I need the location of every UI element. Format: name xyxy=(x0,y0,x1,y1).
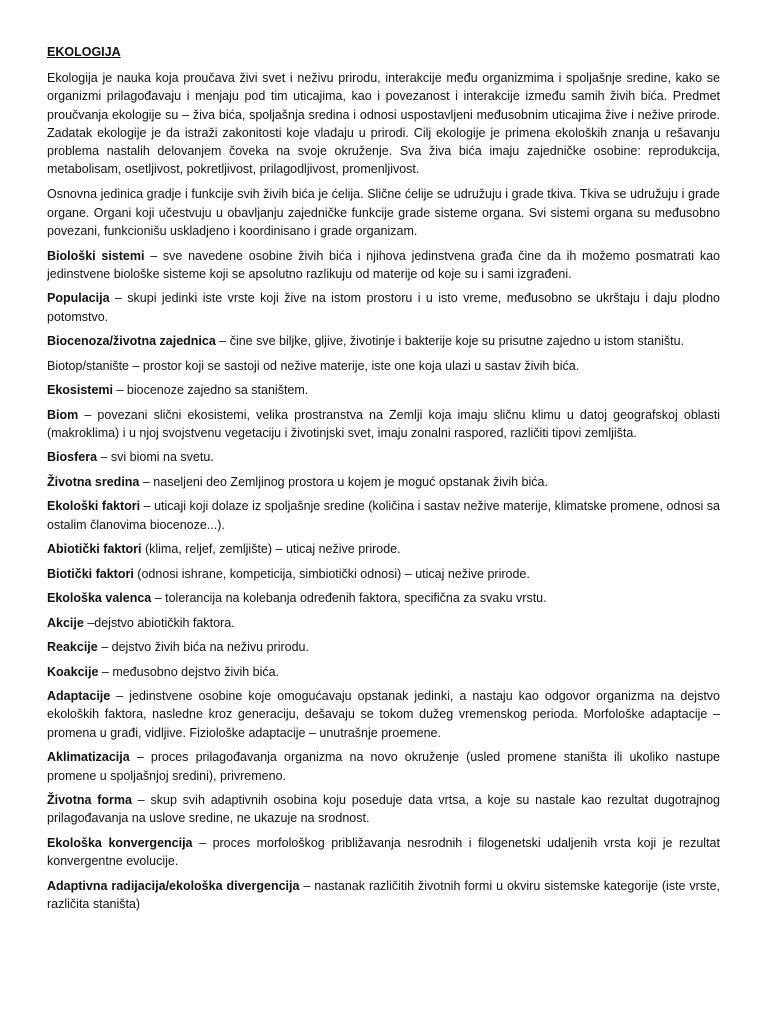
definition-term: Biosfera xyxy=(47,450,98,465)
definition-text: – nastanak različitih životnih formi u okviru sistemske kategorije (iste vrste, različita staništa) xyxy=(47,878,720,911)
definition-term: Biološki sistemi xyxy=(47,248,145,263)
definition-text: Biotop/stanište – prostor koji se sastoji od nežive materije, iste one koja ulazi u sastav živih bića. xyxy=(47,358,580,373)
definition-text: – sve navedene osobine živih bića i njihova jedinstvena građa čine da ih možemo posmatrati kao jedinstvene biološke sisteme koji se apsolutno razlikuju od materije od koje su i sami izgrađeni. xyxy=(47,248,720,281)
definition-text: – proces prilagođavanja organizma na novo okruženje (usled promene staništa ili ukoliko nastupe promene u spoljašnjoj sredini), privremeno. xyxy=(47,750,720,783)
definition-text: –dejstvo abiotičkih faktora. xyxy=(83,615,235,630)
definition-paragraph xyxy=(47,877,720,914)
definition-text: – jedinstvene osobine koje omogućavaju opstanak jedinki, a nastaju kao odgovor organizma na dejstvo ekoloških faktora, nasledne kroz generaciju, dešavaju se tokom dužeg vremenskog perioda. Morfološke adaptacije – promena u građi, vidljive. Fiziološke adaptacije – unutrašnje proemene. xyxy=(47,689,720,740)
definition-term: Koakcije xyxy=(47,664,99,679)
definition-text: – skup svih adaptivnih osobina koju poseduje data vrtsa, a koje su nastale kao rezultat dugotrajnog prilagođavanja na uslove sredine, ne ukazuje na srodnost. xyxy=(47,792,720,826)
definition-paragraph xyxy=(47,289,720,326)
definition-paragraph xyxy=(47,332,720,350)
definition-paragraph xyxy=(47,638,720,656)
definition-paragraph xyxy=(47,247,720,284)
definition-text: – tolerancija na kolebanja određenih faktora, specifična za svaku vrstu. xyxy=(151,591,547,606)
definition-text: – naseljeni deo Zemljinog prostora u kojem je moguć opstanak živih bića. xyxy=(139,474,548,489)
definition-text: – proces morfološkog približavanja nesrodnih i filogenetski udaljenih vrsta koji je rezultat konvergentne evolucije. xyxy=(47,835,720,869)
definition-term: Biom xyxy=(47,407,79,422)
definition-term: Adaptacije xyxy=(47,689,111,704)
definition-term: Ekološki faktori xyxy=(47,499,141,514)
definition-text: – dejstvo živih bića na neživu prirodu. xyxy=(97,640,309,655)
definition-paragraph xyxy=(47,565,720,583)
definition-term: Aklimatizacija xyxy=(47,750,130,765)
definition-term: Biotički faktori xyxy=(47,566,134,581)
definition-paragraph xyxy=(47,381,720,399)
definition-term: Ekosistemi xyxy=(47,383,114,398)
definition-text: (odnosi ishrane, kompeticija, simbiotički odnosi) – uticaj nežive prirode. xyxy=(133,566,530,581)
definition-paragraph xyxy=(47,406,720,443)
definition-term: Životna sredina xyxy=(47,474,140,489)
definition-text: – biocenoze zajedno sa staništem. xyxy=(113,383,309,398)
definition-paragraph xyxy=(47,497,720,534)
definition-paragraph xyxy=(47,663,720,681)
definition-paragraph xyxy=(47,687,720,742)
definition-term: Ekološka konvergencija xyxy=(47,835,193,850)
definition-paragraph xyxy=(47,357,720,375)
definition-paragraph xyxy=(47,614,720,632)
definition-text: – svi biomi na svetu. xyxy=(97,450,214,465)
definition-term: Reakcije xyxy=(47,640,98,655)
definition-paragraph xyxy=(47,791,720,828)
definition-text: – skupi jedinki iste vrste koji žive na istom prostoru i u isto vreme, međusobno se ukrštaju i daju plodno potomstvo. xyxy=(47,291,720,324)
definition-text: – povezani slični ekosistemi, velika prostranstva na Zemlji koja imaju sličnu klimu u datoj geografskoj oblasti (makroklima) i u njoj svojstvenu vegetaciju i životinjski svet, imaju zonalni raspored, različiti tipovi zemljišta. xyxy=(47,407,720,440)
definition-text: (klima, reljef, zemljište) – uticaj nežive prirode. xyxy=(141,542,401,557)
definition-term: Abiotički faktori xyxy=(47,542,142,557)
definition-paragraph xyxy=(47,473,720,491)
document-title: EKOLOGIJA xyxy=(47,45,121,59)
definition-paragraph xyxy=(47,748,720,785)
intro-paragraph: Ekologija je nauka koja proučava živi svet i neživu prirodu, interakcije među organizmima i spoljašnje sredine, kako se organizmi prilagođavaju i menjaju pod tim uticajima, kao i povezanost i interakcije između samih živih bića. Predmet proučvanja ekologije su – živa bića, spoljašnja sredina i odnosi uspostavljeni međusobnim uticajima žive i nežive prirode. Zadatak ekologije je da istraži zakonitosti koje vladaju u prirodi. Cilj ekologije je primena ekoloških znanja u rešavanju problema nastalih delovanjem čoveka na svoje okruženje. Sva živa bića imaju zajedničke osobine: reprodukcija, metabolisam, osetljivost, pokretljivost, prilagodljivost, promenljivost. xyxy=(47,71,720,177)
definition-term: Biocenoza/životna zajednica xyxy=(47,334,216,349)
definition-term: Ekološka valenca xyxy=(47,591,152,606)
definition-text: – uticaji koji dolaze iz spoljašnje sredine (količina i sastav nežive materije, klimatske promene, odnosi sa ostalim članovima biocenoze...). xyxy=(47,499,721,532)
definition-term: Akcije xyxy=(47,615,84,630)
definition-paragraph xyxy=(47,540,720,558)
definition-paragraph xyxy=(47,589,720,607)
definition-paragraph xyxy=(47,834,720,871)
definition-term: Životna forma xyxy=(47,792,132,807)
definition-text: – čine sve biljke, gljive, životinje i bakterije koje su prisutne zajedno u istom staništu. xyxy=(215,334,685,349)
intro-paragraph: Osnovna jedinica gradje i funkcije svih živih bića je ćelija. Slične ćelije se udružuju i grade tkiva. Tkiva se udružuju i grade organe. Organi koji učestvuju u obavljanju zajedničke funkcije grade sisteme organa. Svi sistemi organa su međusobno povezani, funkcionišu uskladjeno i koordinisano i grade organizam. xyxy=(47,187,720,238)
definition-text: – međusobno dejstvo živih bića. xyxy=(98,664,280,679)
definition-term: Adaptivna radijacija/ekološka divergencija xyxy=(47,878,300,893)
definition-paragraph xyxy=(47,448,720,466)
definition-term: Populacija xyxy=(47,291,110,306)
